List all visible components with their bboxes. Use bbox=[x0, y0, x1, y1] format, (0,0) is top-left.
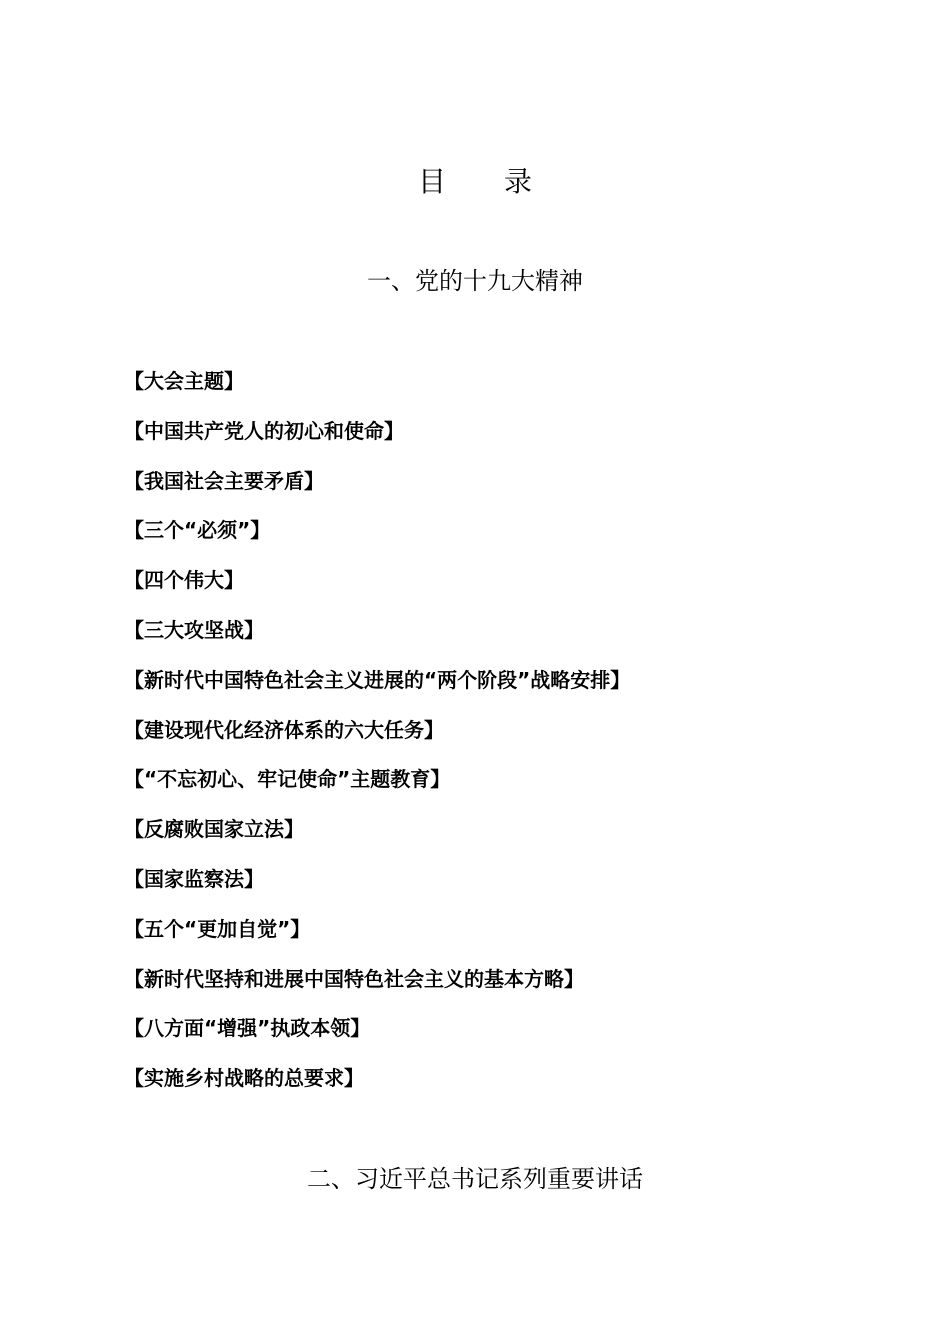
toc-item-10[interactable]: 【反腐败国家立法】 bbox=[124, 817, 304, 842]
toc-item-11[interactable]: 【国家监察法】 bbox=[124, 866, 264, 891]
section-heading-2: 二、习近平总书记系列重要讲话 bbox=[307, 1165, 643, 1193]
toc-item-2[interactable]: 【中国共产党人的初心和使命】 bbox=[124, 418, 404, 443]
document-title bbox=[0, 164, 950, 200]
toc-item-14[interactable]: 【八方面“增强”执政本领】 bbox=[124, 1016, 371, 1041]
toc-item-9[interactable]: 【“不忘初心、牢记使命”主题教育】 bbox=[124, 767, 451, 792]
document-title-char-1: 目 bbox=[417, 165, 446, 198]
section-heading-1: 一、党的十九大精神 bbox=[367, 267, 583, 295]
toc-item-3[interactable]: 【我国社会主要矛盾】 bbox=[124, 468, 324, 493]
toc-item-6[interactable]: 【三大攻坚战】 bbox=[124, 617, 264, 642]
toc-item-15[interactable]: 【实施乡村战略的总要求】 bbox=[124, 1066, 364, 1091]
document-title-char-2: 录 bbox=[504, 165, 533, 198]
toc-item-4[interactable]: 【三个“必须”】 bbox=[124, 518, 271, 543]
toc-item-13[interactable]: 【新时代坚持和进展中国特色社会主义的基本方略】 bbox=[124, 966, 584, 991]
toc-item-12[interactable]: 【五个“更加自觉”】 bbox=[124, 916, 311, 941]
toc-item-1[interactable]: 【大会主题】 bbox=[124, 369, 244, 393]
toc-item-7[interactable]: 【新时代中国特色社会主义进展的“两个阶段”战略安排】 bbox=[124, 667, 631, 692]
toc-list bbox=[124, 366, 630, 1113]
toc-item-5[interactable]: 【四个伟大】 bbox=[124, 568, 244, 593]
toc-item-8[interactable]: 【建设现代化经济体系的六大任务】 bbox=[124, 717, 444, 742]
